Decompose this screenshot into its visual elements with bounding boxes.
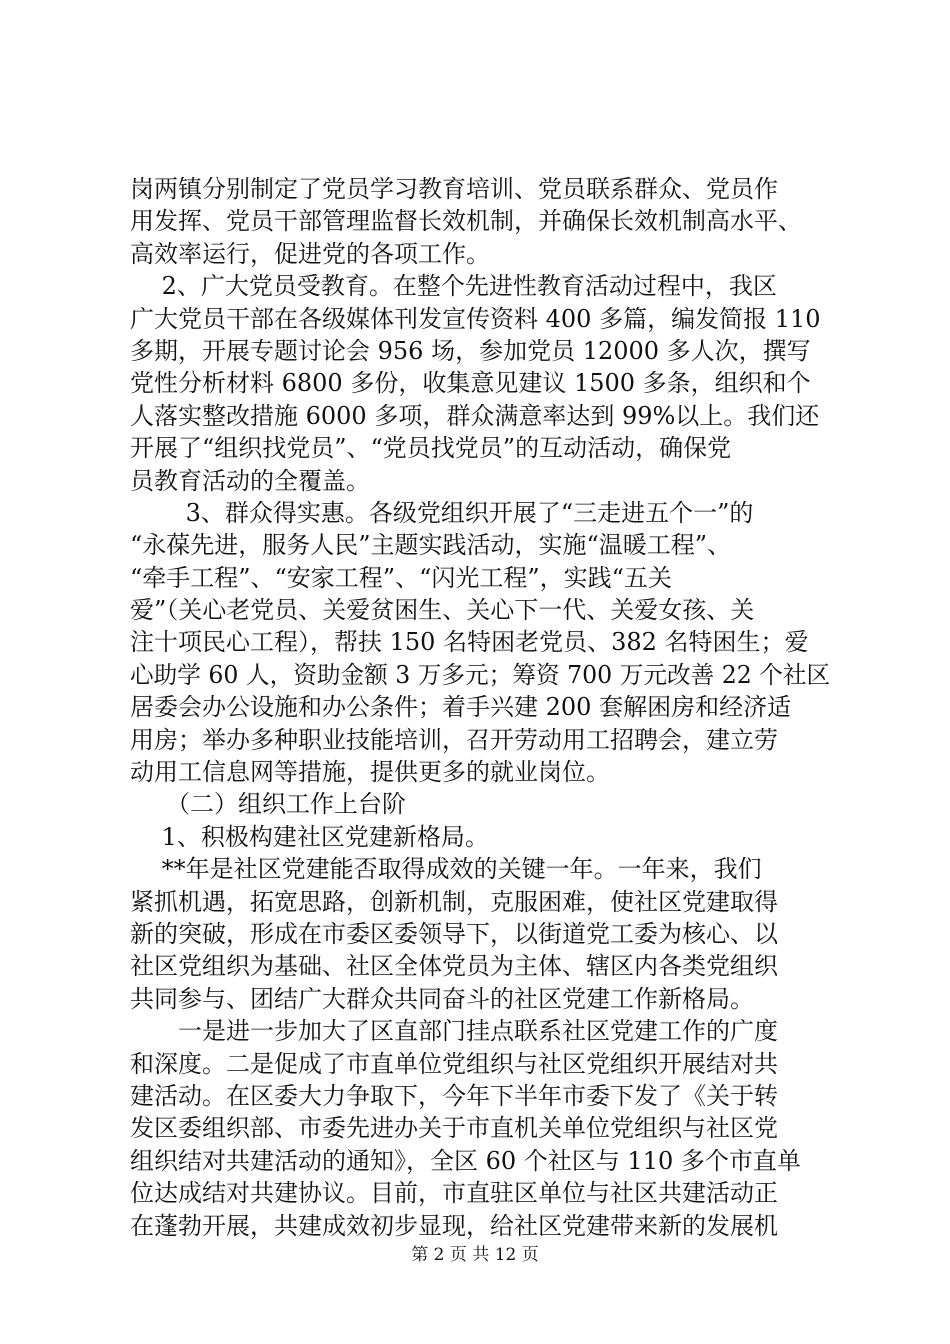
text-line: 位达成结对共建协议。目前，市直驻区单位与社区共建活动正 — [130, 1179, 778, 1208]
text-line: 一是进一步加大了区直部门挂点联系社区党建工作的广度 — [130, 1017, 778, 1046]
text-line: 人落实整改措施 6000 多项，群众满意率达到 99%以上。我们还 — [130, 401, 820, 430]
text-line: 岗两镇分别制定了党员学习教育培训、党员联系群众、党员作 — [130, 175, 778, 203]
text-line: 社区党组织为基础、社区全体党员为主体、辖区内各类党组织 — [130, 952, 778, 981]
text-line: 爱”（关心老党员、关爱贫困生、关心下一代、关爱女孩、关 — [130, 596, 755, 625]
text-line: 居委会办公设施和办公条件；着手兴建 200 套解困房和经济适 — [130, 693, 792, 722]
text-line: 用发挥、党员干部管理监督长效机制，并确保长效机制高水平、 — [130, 207, 802, 236]
text-line: 动用工信息网等措施，提供更多的就业岗位。 — [130, 758, 610, 787]
text-line: 多期，开展专题讨论会 956 场，参加党员 12000 多人次，撰写 — [130, 336, 811, 365]
section-heading: （二）组织工作上台阶 — [130, 790, 406, 819]
text-line: 和深度。二是促成了市直单位党组织与社区党组织开展结对共 — [130, 1049, 778, 1078]
text-line: 发区委组织部、市委先进办关于市直机关单位党组织与社区党 — [130, 1114, 778, 1143]
text-line: 3、群众得实惠。各级党组织开展了“三走进五个一”的 — [130, 498, 754, 527]
text-line: 开展了“组织找党员”、“党员找党员”的互动活动，确保党 — [130, 434, 732, 463]
text-line: 2、广大党员受教育。在整个先进性教育活动过程中，我区 — [130, 272, 777, 301]
text-line: 共同参与、团结广大群众共同奋斗的社区党建工作新格局。 — [130, 984, 754, 1013]
text-line: 在蓬勃开展，共建成效初步显现，给社区党建带来新的发展机 — [130, 1211, 778, 1240]
text-line: 党性分析材料 6800 多份，收集意见建议 1500 多条，组织和个 — [130, 369, 811, 398]
text-line: 心助学 60 人，资助金额 3 万多元；筹资 700 万元改善 22 个社区 — [130, 660, 831, 689]
text-line: “永葆先进，服务人民”主题实践活动，实施“温暖工程”、 — [130, 531, 732, 560]
text-line: 1、积极构建社区党建新格局。 — [130, 822, 489, 851]
text-line: 用房；举办多种职业技能培训，召开劳动用工招聘会，建立劳 — [130, 725, 778, 754]
text-line: 组织结对共建活动的通知》，全区 60 个社区与 110 多个市直单 — [130, 1146, 801, 1175]
text-line: 紧抓机遇，拓宽思路，创新机制，克服困难，使社区党建取得 — [130, 887, 778, 916]
text-line: 注十项民心工程），帮扶 150 名特困老党员、382 名特困生；爱 — [130, 628, 809, 657]
text-line: “牵手工程”、“安家工程”、“闪光工程”，实践“五关 — [130, 563, 672, 592]
page-number-footer: 第 2 页 共 12 页 — [411, 1245, 539, 1265]
text-line: 广大党员干部在各级媒体刊发宣传资料 400 多篇，编发简报 110 — [130, 304, 821, 333]
text-line: 高效率运行，促进党的各项工作。 — [130, 239, 490, 268]
text-line: 建活动。在区委大力争取下，今年下半年市委下发了《关于转 — [130, 1081, 778, 1110]
text-line: **年是社区党建能否取得成效的关键一年。一年来，我们 — [130, 855, 762, 884]
text-line: 新的突破，形成在市委区委领导下，以街道党工委为核心、以 — [130, 919, 778, 948]
document-body — [130, 173, 830, 1242]
text-line: 员教育活动的全覆盖。 — [130, 466, 370, 495]
